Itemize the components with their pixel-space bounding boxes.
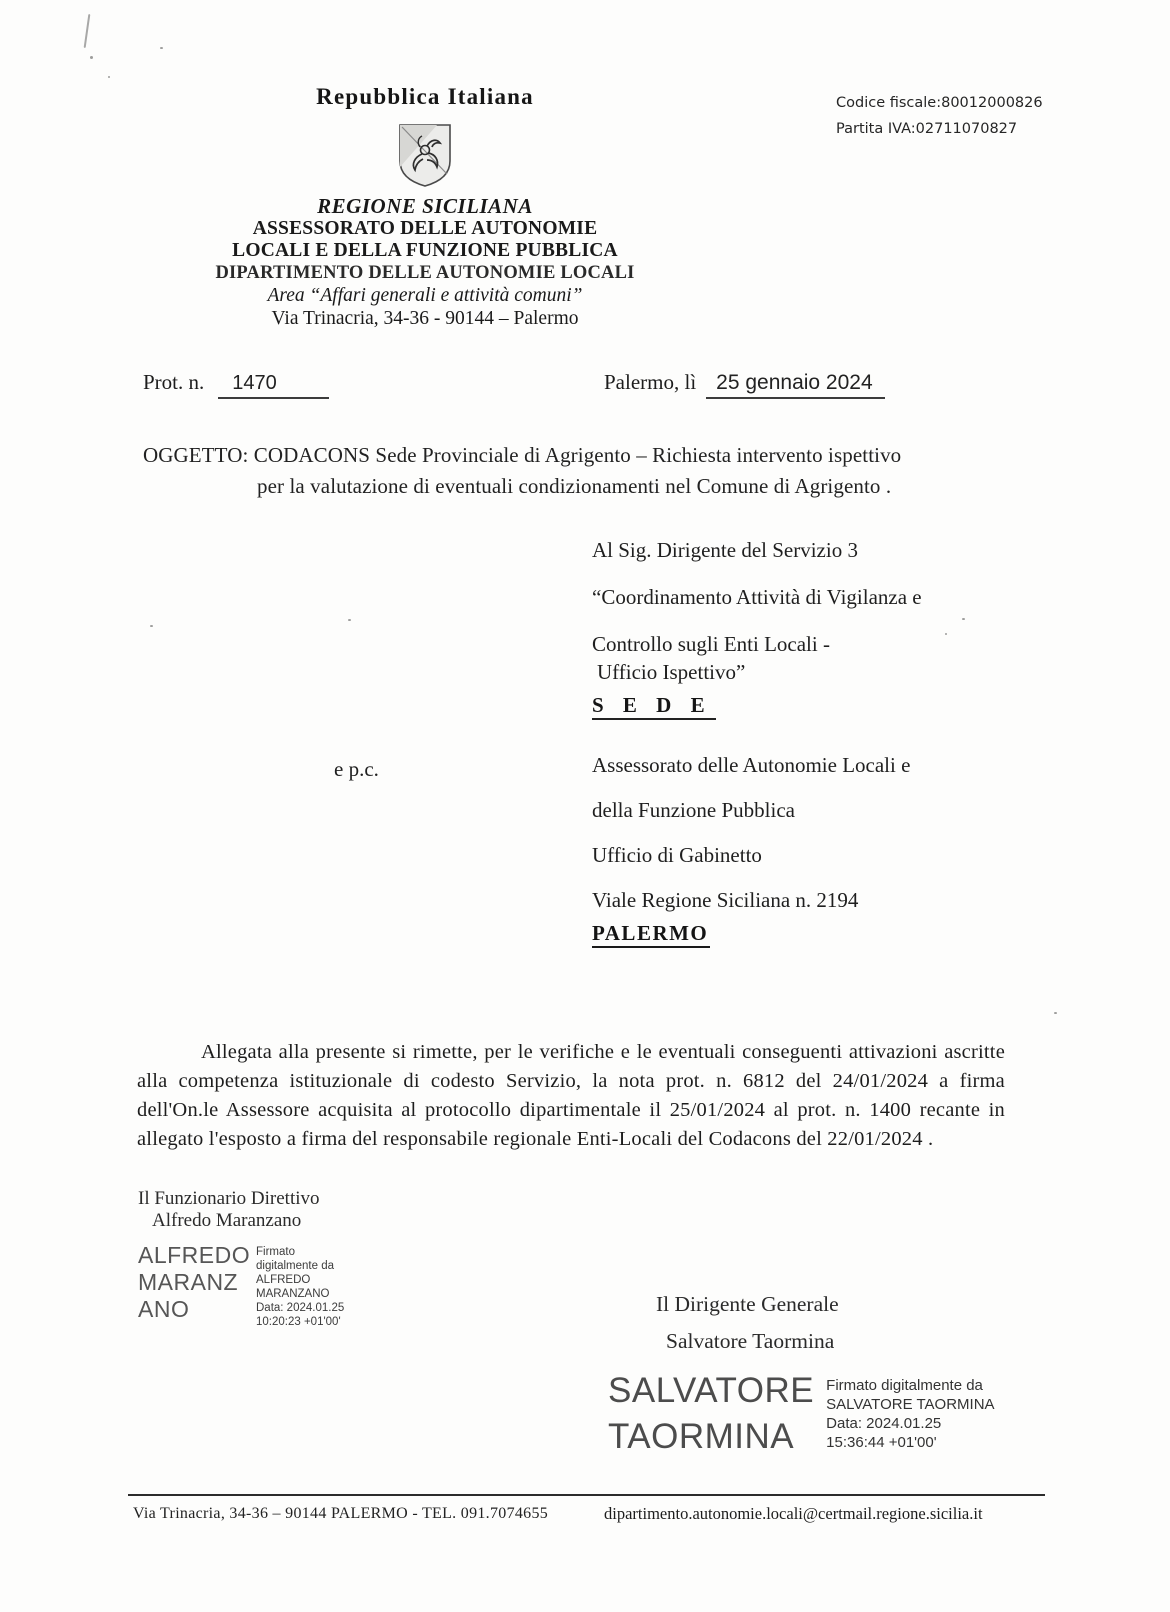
footer-address: Via Trinacria, 34-36 – 90144 PALERMO - TEL. 091.7074655	[133, 1505, 549, 1522]
protocol-row	[143, 370, 329, 399]
cc-line: Viale Regione Siciliana n. 2194	[592, 888, 859, 912]
republic-title: Repubblica Italiana	[316, 84, 534, 109]
signature-block-right	[608, 1292, 1038, 1460]
sede-label: S E D E	[592, 693, 716, 720]
stamp-name-line: ALFREDO	[138, 1242, 251, 1268]
area-line: Area “Affari generali e attività comuni”	[267, 285, 583, 306]
recipient-line: Al Sig. Dirigente del Servizio 3	[592, 538, 858, 562]
cc-line: della Funzione Pubblica	[592, 798, 795, 822]
protocol-number: 1470	[218, 372, 329, 399]
scan-artifact	[160, 47, 163, 49]
scan-artifact	[1054, 1012, 1057, 1014]
stamp-detail-line: 15:36:44 +01'00'	[826, 1434, 937, 1451]
signer-role-left: Il Funzionario Direttivo	[138, 1188, 320, 1209]
dipartimento-line: DIPARTIMENTO DELLE AUTONOMIE LOCALI	[215, 263, 635, 283]
cc-label: e p.c.	[334, 757, 379, 781]
stamp-detail-line: Firmato digitalmente da	[826, 1377, 983, 1394]
cc-city-label: PALERMO	[592, 921, 710, 948]
assessorato-line-2: LOCALI E DELLA FUNZIONE PUBBLICA	[232, 240, 618, 261]
scan-artifact	[90, 56, 93, 59]
signer-role-right: Il Dirigente Generale	[656, 1292, 839, 1316]
header-address-line: Via Trinacria, 34-36 - 90144 – Palermo	[271, 308, 579, 329]
scan-artifact	[945, 633, 947, 635]
footer-divider	[128, 1494, 1045, 1496]
stamp-name-line: SALVATORE	[608, 1371, 815, 1410]
stamp-detail-line: Data: 2024.01.25	[256, 1302, 345, 1314]
scan-artifact	[108, 76, 110, 78]
cc-line: Ufficio di Gabinetto	[592, 843, 762, 867]
stamp-name-line: TAORMINA	[608, 1417, 795, 1456]
stamp-detail-line: ALFREDO	[256, 1274, 311, 1286]
cc-line: Assessorato delle Autonomie Locali e	[592, 753, 911, 777]
subject-line-1: OGGETTO: CODACONS Sede Provinciale di Agrigento – Richiesta intervento ispettivo	[143, 443, 902, 467]
signer-name-right: Salvatore Taormina	[666, 1329, 835, 1353]
scan-artifact	[84, 14, 91, 48]
signer-name-left: Alfredo Maranzano	[152, 1210, 302, 1231]
stamp-name-left	[138, 1242, 250, 1329]
sicily-coat-of-arms-icon	[394, 123, 456, 189]
letterhead	[140, 84, 710, 330]
fiscal-code-line: Codice fiscale:80012000826	[836, 95, 1043, 111]
place-date-row	[604, 370, 885, 399]
scan-artifact	[962, 618, 965, 620]
digital-signature-stamp-left	[138, 1242, 344, 1329]
stamp-detail-line: SALVATORE TAORMINA	[826, 1396, 995, 1413]
recipient-line: “Coordinamento Attività di Vigilanza e	[592, 585, 922, 609]
protocol-label: Prot. n.	[143, 370, 205, 394]
scan-artifact	[150, 625, 153, 627]
assessorato-line-1: ASSESSORATO DELLE AUTONOMIE	[252, 218, 598, 239]
stamp-detail-line: MARANZANO	[256, 1288, 330, 1300]
vat-line: Partita IVA:02711070827	[836, 121, 1018, 137]
recipient-line: Ufficio Ispettivo”	[597, 660, 746, 684]
place-date-label: Palermo, lì	[604, 370, 697, 394]
signature-block-left	[138, 1188, 344, 1329]
stamp-name-line: MARANZ	[138, 1269, 239, 1295]
letter-body-paragraph: Allegata alla presente si rimette, per le verifiche e le eventuali conseguenti attivazioni ascritte alla competenza istituzionale di codesto Servizio, la nota prot. n. 6812 del 24/01/2024 a firma dell'On.le Assessore acquisita al protocollo dipartimentale il 25/01/2024 al prot. n. 1400 recante in allegato l'esposto a firma del responsabile regionale Enti-Locali del Codacons del 22/01/2024 .	[137, 1041, 1005, 1150]
footer-email: dipartimento.autonomie.locali@certmail.regione.sicilia.it	[604, 1504, 983, 1523]
stamp-detail-line: 10:20:23 +01'00'	[256, 1316, 341, 1328]
stamp-detail-line: Data: 2024.01.25	[826, 1415, 942, 1432]
stamp-name-right	[608, 1368, 814, 1460]
stamp-name-line: ANO	[138, 1296, 190, 1322]
stamp-details-right	[826, 1368, 994, 1460]
fiscal-codes-block	[836, 90, 1043, 142]
stamp-details-left	[256, 1242, 344, 1329]
region-title: REGIONE SICILIANA	[317, 194, 533, 218]
recipient-line: Controllo sugli Enti Locali -	[592, 632, 830, 656]
stamp-detail-line: digitalmente da	[256, 1260, 334, 1272]
subject-line-2: per la valutazione di eventuali condizionamenti nel Comune di Agrigento .	[257, 474, 892, 498]
scan-artifact	[348, 619, 351, 621]
digital-signature-stamp-right	[608, 1368, 1038, 1460]
protocol-date: 25 gennaio 2024	[706, 371, 885, 399]
stamp-detail-line: Firmato	[256, 1246, 295, 1258]
